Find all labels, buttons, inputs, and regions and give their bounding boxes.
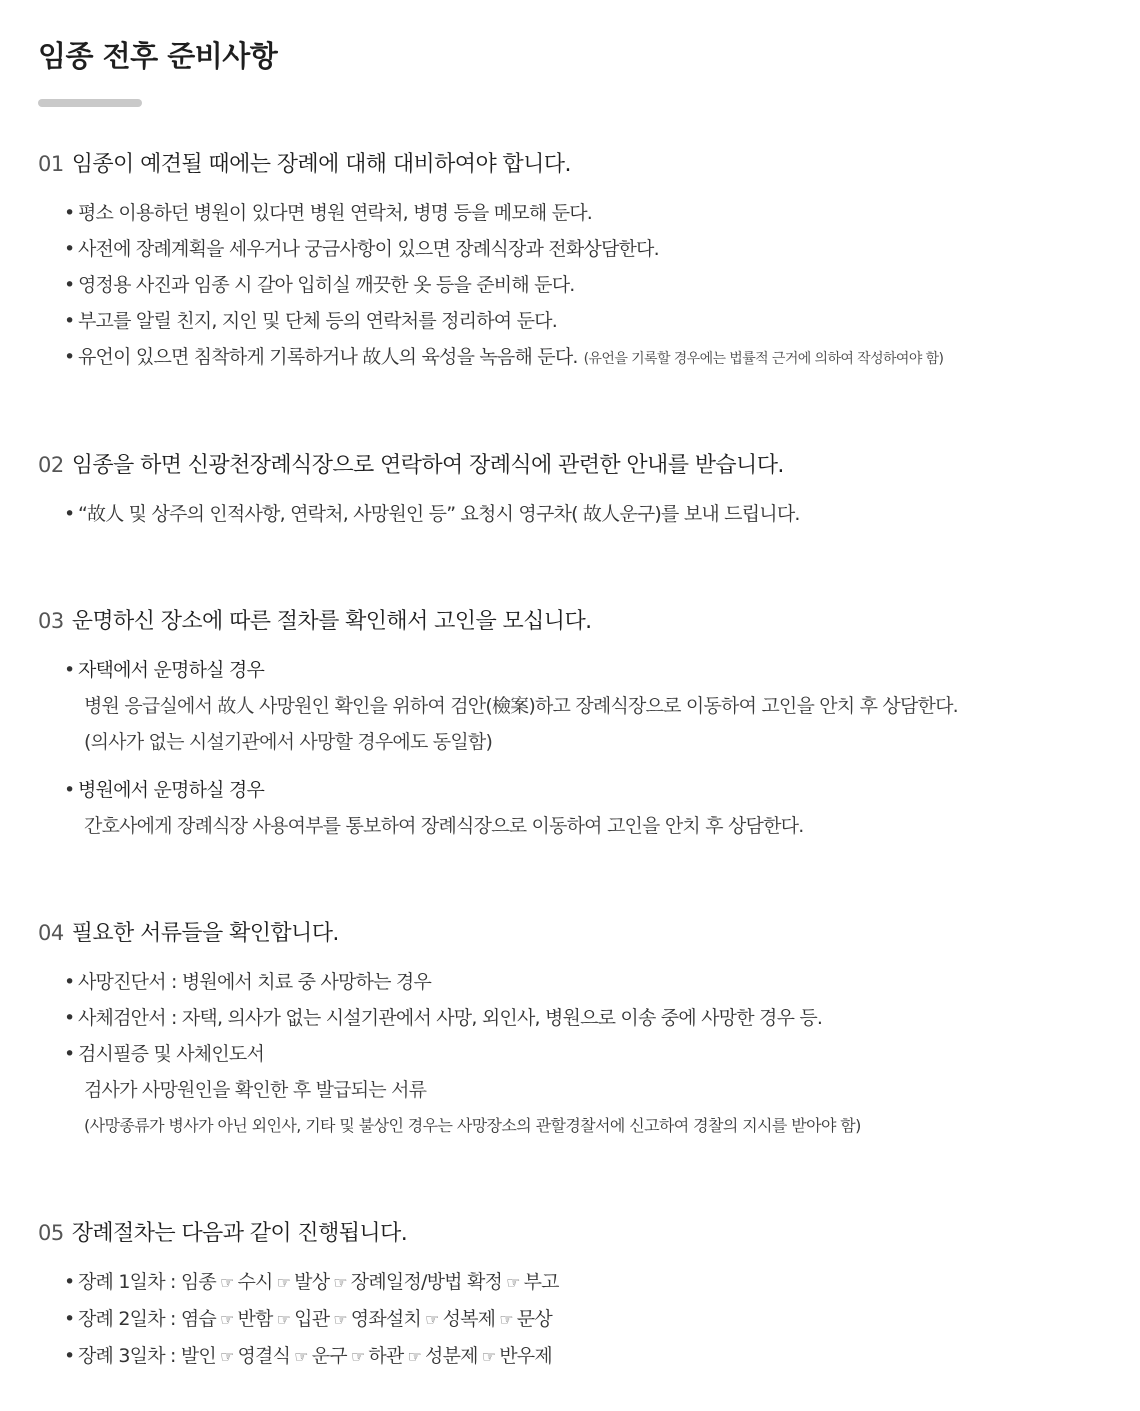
- bullet: •: [64, 274, 75, 296]
- procedure-day-label: 장례 3일차 :: [78, 1345, 181, 1367]
- list-item: • 사체검안서 : 자택, 의사가 없는 시설기관에서 사망, 외인사, 병원으로 이송 중에 사망한 경우 등.: [64, 1000, 861, 1036]
- pointing-hand-icon: ☞: [294, 1347, 308, 1366]
- section-number: 02: [38, 453, 64, 477]
- sub-text: 검사가 사망원인을 확인한 후 발급되는 서류: [84, 1079, 427, 1101]
- section-list: [64, 496, 800, 532]
- list-item: • 부고를 알릴 친지, 지인 및 단체 등의 연락처를 정리하여 둔다.: [64, 303, 943, 339]
- procedure-step: 임종: [180, 1271, 216, 1293]
- sub-text: (의사가 없는 시설기관에서 사망할 경우에도 동일함): [84, 731, 493, 753]
- pointing-hand-icon: ☞: [425, 1310, 439, 1329]
- bullet: •: [64, 1345, 75, 1367]
- bullet: •: [64, 659, 75, 681]
- section-list: [64, 652, 958, 844]
- section-number: 05: [38, 1221, 64, 1245]
- pointing-hand-icon: ☞: [499, 1310, 513, 1329]
- procedure-list: [64, 1264, 559, 1375]
- page-title: 임종 전후 준비사항: [38, 39, 278, 73]
- pointing-hand-icon: ☞: [350, 1347, 365, 1366]
- bullet: •: [64, 202, 75, 224]
- sub-text: 병원 응급실에서 故人 사망원인 확인을 위하여 검안(檢案)하고 장례식장으로 이동하여 고인을 안치 후 상담한다.: [84, 695, 958, 717]
- section-title: 임종이 예견될 때에는 장례에 대해 대비하여야 합니다.: [71, 152, 571, 177]
- list-item: • 사전에 장례계획을 세우거나 궁금사항이 있으면 장례식장과 전화상담한다.: [64, 231, 943, 267]
- procedure-step: 영결식: [237, 1345, 291, 1367]
- section-list: [64, 195, 943, 377]
- section-heading: [38, 605, 958, 638]
- sub-text: (사망종류가 병사가 아닌 외인사, 기타 및 불상인 경우는 사망장소의 관할경찰서에 신고하여 경찰의 지시를 받아야 함): [84, 1116, 861, 1135]
- procedure-step: 성복제: [442, 1308, 496, 1330]
- list-item: • 병원에서 운명하실 경우: [64, 772, 958, 808]
- title-underline: [38, 99, 142, 107]
- pointing-hand-icon: ☞: [276, 1273, 291, 1292]
- procedure-step: 장례일정/방법 확정: [350, 1271, 503, 1293]
- pointing-hand-icon: ☞: [333, 1310, 347, 1329]
- spacer: [64, 760, 958, 772]
- sub-text: 간호사에게 장례식장 사용여부를 통보하여 장례식장으로 이동하여 고인을 안치 후 상담한다.: [84, 815, 804, 837]
- procedure-day: [64, 1264, 559, 1301]
- pointing-hand-icon: ☞: [333, 1273, 347, 1292]
- bullet: •: [64, 779, 75, 801]
- procedure-step: 발인: [180, 1345, 216, 1367]
- procedure-day-label: 장례 2일차 :: [78, 1308, 181, 1330]
- section-title: 임종을 하면 신광천장례식장으로 연락하여 장례식에 관련한 안내를 받습니다.: [71, 453, 784, 478]
- procedure-step: 염습: [180, 1308, 216, 1330]
- procedure-step: 반함: [237, 1308, 273, 1330]
- bullet: •: [64, 1271, 75, 1293]
- procedure-step: 성분제: [425, 1345, 478, 1367]
- section-title: 운명하신 장소에 따른 절차를 확인해서 고인을 모십니다.: [71, 609, 592, 634]
- bullet: •: [64, 971, 75, 993]
- section-heading: [38, 148, 943, 181]
- pointing-hand-icon: ☞: [506, 1273, 520, 1292]
- section-number: 03: [38, 609, 64, 633]
- section-number: 04: [38, 921, 64, 945]
- pointing-hand-icon: ☞: [219, 1310, 234, 1329]
- procedure-step: 문상: [516, 1308, 552, 1330]
- bullet: •: [64, 238, 75, 260]
- pointing-hand-icon: ☞: [407, 1347, 422, 1366]
- list-item: • “故人 및 상주의 인적사항, 연락처, 사망원인 등” 요청시 영구차( 故人운구)를 보내 드립니다.: [64, 496, 800, 532]
- pointing-hand-icon: ☞: [219, 1273, 234, 1292]
- section-03: [38, 605, 958, 844]
- procedure-step: 운구: [311, 1345, 347, 1367]
- section-list: [64, 964, 861, 1144]
- bullet: •: [64, 310, 75, 332]
- bullet: •: [64, 1007, 75, 1029]
- section-title: 필요한 서류들을 확인합니다.: [71, 921, 339, 946]
- pointing-hand-icon: ☞: [219, 1347, 234, 1366]
- list-item: • 영정용 사진과 임종 시 갈아 입히실 깨끗한 옷 등을 준비해 둔다.: [64, 267, 943, 303]
- procedure-step: 영좌설치: [350, 1308, 422, 1330]
- item-note: (유언을 기록할 경우에는 법률적 근거에 의하여 작성하여야 함): [583, 351, 944, 367]
- procedure-day: [64, 1338, 559, 1375]
- bullet: •: [64, 503, 75, 525]
- list-item: • 유언이 있으면 침착하게 기록하거나 故人의 육성을 녹음해 둔다. (유언을 기록할 경우에는 법률적 근거에 의하여 작성하여야 함): [64, 339, 943, 377]
- bullet: •: [64, 1308, 75, 1330]
- section-heading: [38, 917, 861, 950]
- bullet: •: [64, 346, 75, 368]
- section-title: 장례절차는 다음과 같이 진행됩니다.: [71, 1221, 408, 1246]
- list-item: • 사망진단서 : 병원에서 치료 중 사망하는 경우: [64, 964, 861, 1000]
- bullet: •: [64, 1043, 75, 1065]
- procedure-step: 발상: [294, 1271, 330, 1293]
- section-heading: [38, 449, 800, 482]
- procedure-step: 입관: [294, 1308, 330, 1330]
- procedure-step: 반우제: [499, 1345, 552, 1367]
- pointing-hand-icon: ☞: [276, 1310, 291, 1329]
- procedure-step: 하관: [368, 1345, 404, 1367]
- list-item: • 자택에서 운명하실 경우: [64, 652, 958, 688]
- section-number: 01: [38, 152, 64, 176]
- procedure-day-label: 장례 1일차 :: [78, 1271, 181, 1293]
- list-item: • 평소 이용하던 병원이 있다면 병원 연락처, 병명 등을 메모해 둔다.: [64, 195, 943, 231]
- procedure-step: 수시: [237, 1271, 273, 1293]
- pointing-hand-icon: ☞: [481, 1347, 496, 1366]
- section-01: [38, 148, 943, 377]
- list-item: • 검시필증 및 사체인도서: [64, 1036, 861, 1072]
- procedure-step: 부고: [523, 1271, 559, 1293]
- section-heading: [38, 1217, 559, 1250]
- procedure-day: [64, 1301, 559, 1338]
- section-05: [38, 1217, 559, 1375]
- section-04: [38, 917, 861, 1144]
- section-02: [38, 449, 800, 532]
